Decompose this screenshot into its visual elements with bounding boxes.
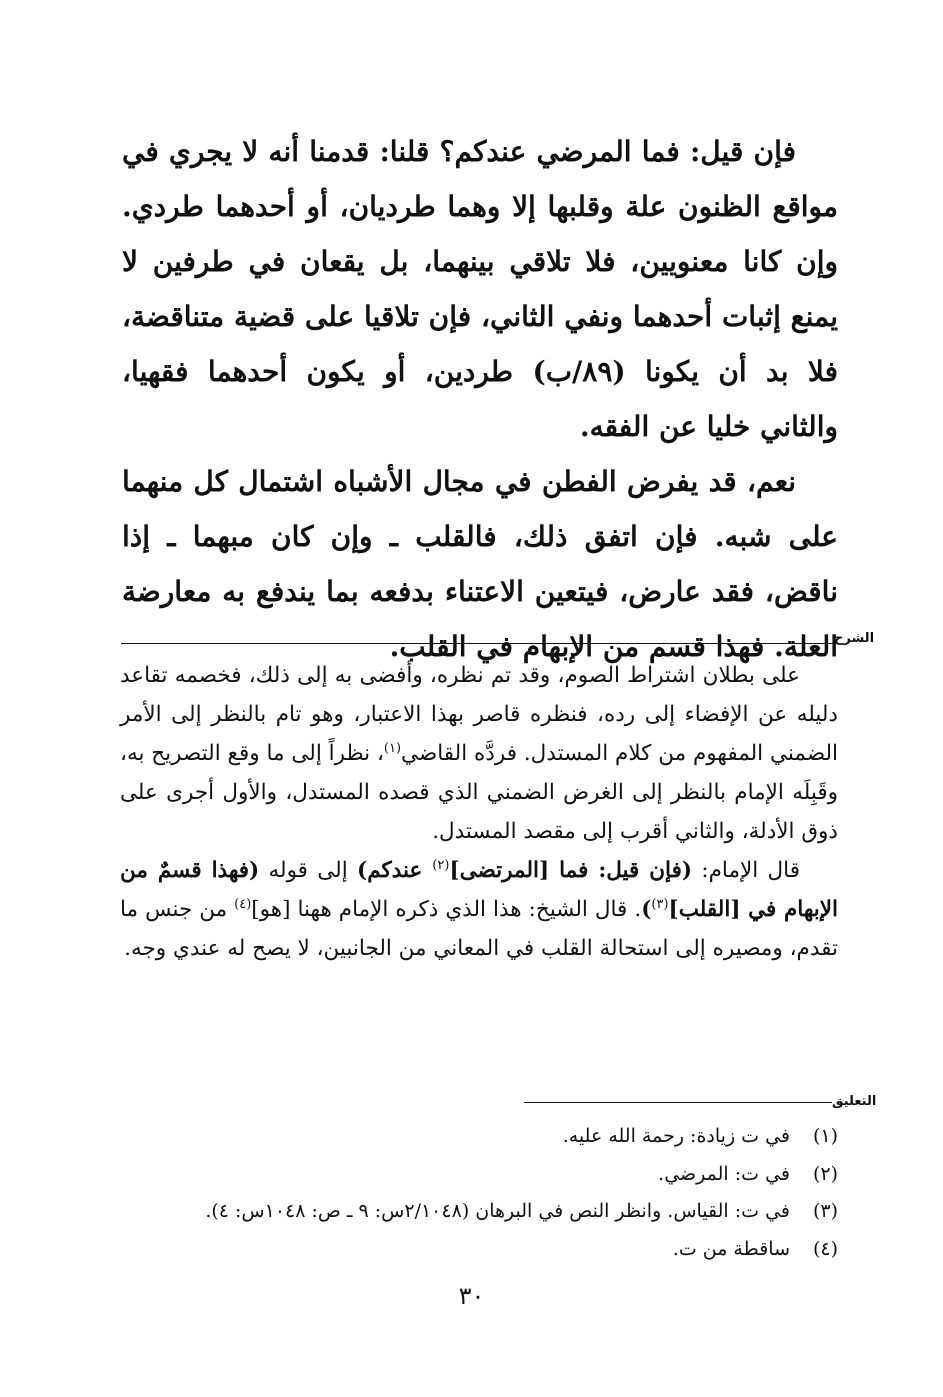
footnote-text: في ت زيادة: رحمة الله عليه.	[562, 1125, 790, 1147]
footnote-item	[120, 1193, 838, 1231]
quoted-text: عندكم)	[357, 858, 433, 883]
footnote-number: (١)	[812, 1125, 838, 1147]
footnote-ref: (١)	[383, 740, 402, 756]
footnote-number: (٢)	[812, 1162, 838, 1185]
commentary-text	[120, 656, 838, 968]
commentary-segment: . قال الشيخ: هذا الذي ذكره الإمام ههنا [هو]	[251, 897, 642, 922]
commentary-segment: قال الإمام:	[692, 858, 800, 883]
commentary-paragraph	[120, 851, 838, 968]
footnotes	[120, 1118, 838, 1268]
footnote-text: في ت: المرضي.	[658, 1162, 790, 1185]
sharh-label: الشرح	[834, 631, 875, 646]
taliq-label: التعليق	[832, 1094, 877, 1109]
page-number: ٣٠	[458, 1282, 485, 1310]
footnote-number: (٤)	[812, 1237, 838, 1260]
footnote-number: (٣)	[812, 1200, 838, 1222]
main-text	[122, 124, 838, 674]
footnote-text: ساقطة من ت.	[672, 1237, 790, 1260]
commentary-segment: إلى قوله	[259, 858, 358, 883]
commentary-segment: من جنس ما تقدم، ومصيره إلى استحالة القلب في المعاني من الجانبين، لا يصح له عندي وجه.	[120, 897, 838, 961]
footnote-text: في ت: القياس. وانظر النص في البرهان (٢/١٠٤٨س: ٩ ـ ص: ١٠٤٨س: ٤).	[205, 1200, 790, 1222]
quoted-text: (فإن قيل: فما [المرتضى]	[449, 858, 693, 883]
commentary-segment: ، نظراً إلى ما وقع التصريح به، وقَبِلَه الإمام بالنظر إلى الغرض الضمني الذي قصده المستدل، والأول أجرى على ذوق الأدلة، والثاني أقرب إلى مقصد المستدل.	[120, 741, 838, 844]
commentary-segment: على بطلان اشتراط الصوم، وقد تم نظره، وأفضى به إلى ذلك، فخصمه تقاعد دليله عن الإفضاء إلى رده، فنظره قاصر بهذا الاعتبار، وهو تام بالنظر إلى الأمر الضمني المفهوم من كلام المستدل. فردَّه القاضي	[120, 663, 838, 766]
taliq-divider	[524, 1102, 832, 1103]
footnote-ref: (٤)	[234, 896, 252, 912]
main-paragraph: نعم، قد يفرض الفطن في مجال الأشباه اشتمال كل منهما على شبه. فإن اتفق ذلك، فالقلب ـ وإن كان مبهما ـ إذا ناقض، فقد عارض، فيتعين الاعتناء بدفعه بما يندفع به معارضة العلة. فهذا قسم من الإبهام في القلب.	[122, 465, 838, 663]
quoted-text: )	[641, 897, 652, 922]
sharh-divider	[121, 643, 833, 644]
footnote-item	[120, 1156, 838, 1194]
footnote-ref: (٢)	[432, 857, 450, 873]
footnote-item	[120, 1231, 838, 1269]
commentary-paragraph	[120, 656, 838, 851]
footnote-ref: (٣)	[651, 896, 669, 912]
footnote-item	[120, 1118, 838, 1156]
main-paragraph: فإن قيل: فما المرضي عندكم؟ قلنا: قدمنا أنه لا يجري في مواقع الظنون علة وقلبها إلا وهما طرديان، أو أحدهما طردي. وإن كانا معنويين، فلا تلاقي بينهما، بل يقعان في طرفين لا يمنع إثبات أحدهما ونفي الثاني، فإن تلاقيا على قضية متناقضة، فلا بد أن يكونا (٨٩/ب) طردين، أو يكون أحدهما فقهيا، والثاني خليا عن الفقه.	[122, 135, 838, 443]
quoted-text: (فهذا قسمٌ من الإبهام في [القلب]	[120, 858, 838, 922]
